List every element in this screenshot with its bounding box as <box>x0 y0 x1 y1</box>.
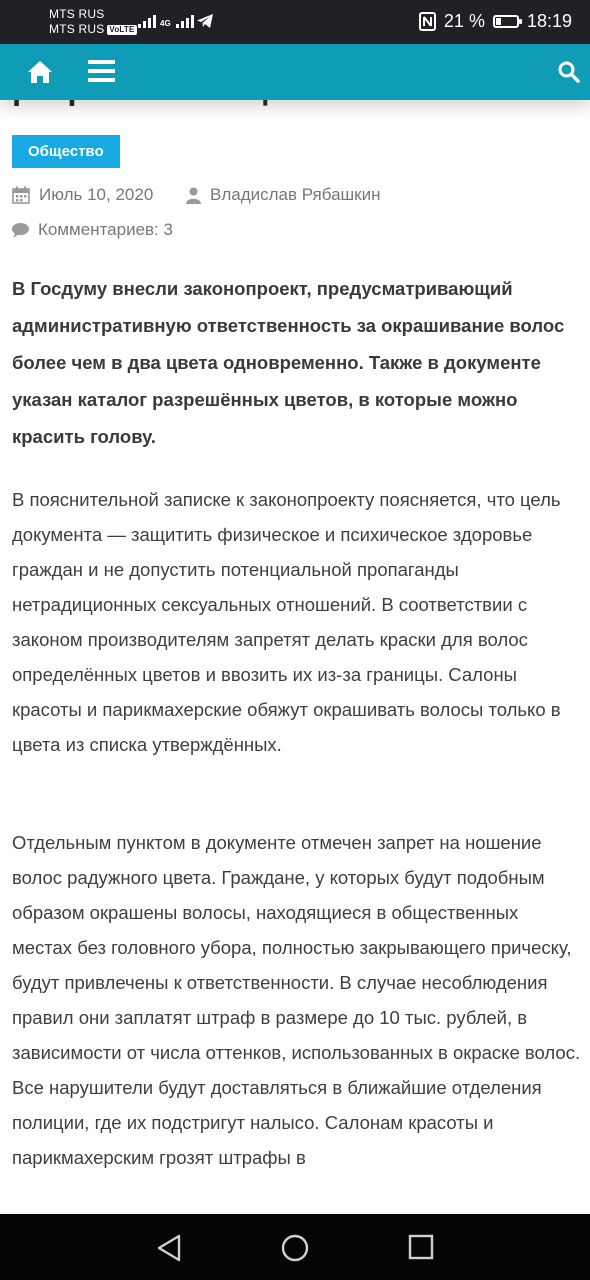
article-lead: В Госдуму внесли законопроект, предусматривающий административную ответственность за окрашивание волос более чем в два цвета одновременно. Также в документе указан каталог разрешённых цветов, в которые можно красить голову. <box>12 278 565 447</box>
post-author-name[interactable]: Владислав Рябашкин <box>210 185 381 204</box>
carrier-1-label: MTS RUS <box>49 7 105 21</box>
back-icon[interactable] <box>156 1234 182 1262</box>
post-date <box>12 185 153 205</box>
user-icon <box>186 187 201 204</box>
carrier-2-label: MTS RUS <box>49 22 105 36</box>
volte-badge: VoLTE <box>109 24 135 34</box>
recents-icon[interactable] <box>408 1234 434 1260</box>
carrier-info <box>49 7 137 37</box>
home-circle-icon[interactable] <box>281 1234 309 1262</box>
signal-strength-2-icon <box>176 12 194 28</box>
site-nav-bar <box>0 44 590 100</box>
status-bar <box>0 0 590 44</box>
battery-percent: 21 % <box>443 11 485 31</box>
signal-strength-1-icon <box>138 12 156 28</box>
carrier-1 <box>49 7 137 22</box>
comment-icon <box>12 223 29 238</box>
post-comments <box>12 220 173 240</box>
battery-level-fill <box>496 18 501 25</box>
network-type-label: 4G <box>160 19 171 28</box>
battery-icon <box>493 15 519 28</box>
category-badge[interactable]: Общество <box>12 135 120 168</box>
post-comments-count[interactable]: Комментариев: 3 <box>38 220 173 239</box>
system-navigation-bar <box>0 1214 590 1280</box>
search-icon[interactable] <box>558 61 580 83</box>
article-paragraph-2: Отдельным пунктом в документе отмечен запрет на ношение волос радужного цвета. Граждане, у которых будут подобным образом окрашены волосы, находящиеся в общественных местах без головного убора, полностью закрывающего прическу, будут привлечены к ответственности. В случае несоблюдения правил они заплатят штраф в размере до 10 тыс. рублей, в зависимости от числа оттенков, использованных в окраске волос. Все нарушители будут доставляться в ближайшие отделения полиции, где их подстригут налысо. Салонам красоты и парикмахерским грозят штрафы в <box>12 832 581 1168</box>
nfc-icon <box>419 12 436 31</box>
status-right-group <box>419 11 572 32</box>
signal-indicators <box>138 12 194 28</box>
post-author <box>186 185 381 205</box>
carrier-2 <box>49 22 137 37</box>
post-date-text[interactable]: Июль 10, 2020 <box>39 185 154 204</box>
clock: 18:19 <box>526 11 572 31</box>
article-paragraph-1: В пояснительной записке к законопроекту поясняется, что цель документа — защитить физическое и психическое здоровье граждан и не допустить потенциальной пропаганды нетрадиционных сексуальных отношений. В соответствии с законом производителям запретят делать краски для волос определённых цветов и ввозить их из-за границы. Салоны красоты и парикмахерские обяжут окрашивать волосы только в цвета из списка утверждённых. <box>12 489 561 755</box>
home-icon[interactable] <box>27 59 53 85</box>
calendar-icon <box>12 186 30 204</box>
menu-icon[interactable] <box>88 59 115 83</box>
telegram-icon <box>196 13 214 29</box>
